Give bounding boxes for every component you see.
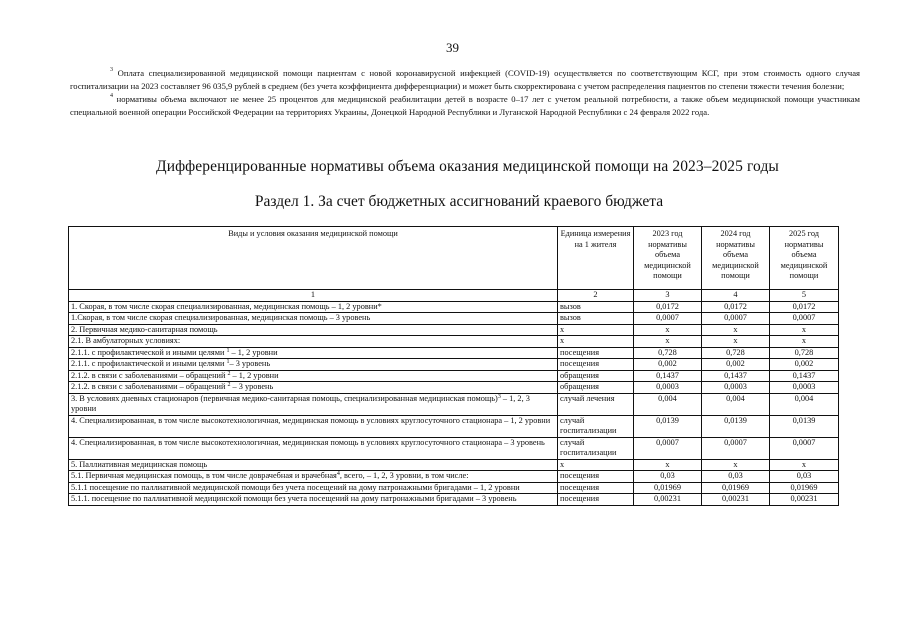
row-value-2025: 0,00231 bbox=[770, 494, 839, 506]
header-unit: Единица измерения на 1 жителя bbox=[558, 227, 634, 290]
row-label-text: 2.1.2. в связи с заболеваниями – обращений bbox=[71, 382, 228, 391]
row-value-2025: 0,0007 bbox=[770, 313, 839, 325]
table-row bbox=[69, 382, 839, 394]
header-line: объема bbox=[722, 250, 748, 259]
table-row bbox=[69, 313, 839, 325]
row-unit: вызов bbox=[558, 301, 634, 313]
row-value-2025: 0,01969 bbox=[770, 482, 839, 494]
row-label-suffix: – 1, 2, 3 уровни bbox=[71, 393, 530, 413]
footnote-4-marker: 4 bbox=[110, 93, 113, 99]
row-label bbox=[69, 415, 558, 437]
document-title: Дифференцированные нормативы объема оказания медицинской помощи на 2023–2025 годы bbox=[156, 158, 779, 175]
row-value-2024: 0,0139 bbox=[702, 415, 770, 437]
row-unit: случай госпитализации bbox=[558, 437, 634, 459]
header-line: медицинской bbox=[712, 260, 759, 270]
table-row bbox=[69, 301, 839, 313]
row-label bbox=[69, 494, 558, 506]
table-row bbox=[69, 437, 839, 459]
row-value-2025: 0,002 bbox=[770, 359, 839, 371]
header-line: медицинской bbox=[644, 260, 691, 270]
row-unit: обращения bbox=[558, 382, 634, 394]
row-label-text: 2.1.2. в связи с заболеваниями – обращений bbox=[71, 370, 228, 380]
row-label bbox=[69, 359, 558, 371]
header-line: помощи bbox=[653, 271, 682, 280]
col-number: 1 bbox=[69, 290, 558, 302]
row-label-text: 5.1. Первичная медицинская помощь, в том числе доврачебная и врачебная bbox=[71, 471, 337, 480]
table-row bbox=[69, 370, 839, 382]
header-line: объема bbox=[791, 250, 817, 259]
footnote-3-marker: 3 bbox=[110, 67, 113, 73]
row-footnote-marker: 3 bbox=[497, 393, 501, 400]
row-value-2025: 0,03 bbox=[770, 471, 839, 483]
row-value-2023: 0,728 bbox=[634, 347, 702, 359]
row-label bbox=[69, 482, 558, 494]
table-row bbox=[69, 482, 839, 494]
row-value-2023: x bbox=[634, 336, 702, 348]
col-number: 5 bbox=[770, 290, 839, 302]
row-unit: посещения bbox=[558, 471, 634, 483]
row-unit: посещения bbox=[558, 494, 634, 506]
row-value-2023: 0,1437 bbox=[634, 370, 702, 382]
row-footnote-marker: 4 bbox=[336, 471, 340, 477]
header-year-2025 bbox=[770, 227, 839, 290]
row-label-text: 2. Первичная медико-санитарная помощь bbox=[71, 324, 218, 334]
row-value-2023: 0,0139 bbox=[634, 415, 702, 437]
header-year-label: 2025 год bbox=[789, 229, 819, 238]
row-value-2023: x bbox=[634, 324, 702, 336]
row-value-2025: 0,0007 bbox=[770, 437, 839, 459]
row-value-2024: 0,1437 bbox=[702, 370, 770, 382]
header-line: нормативы bbox=[784, 239, 824, 249]
row-value-2023: 0,0003 bbox=[634, 382, 702, 394]
footnote-3 bbox=[70, 67, 860, 93]
row-value-2023: x bbox=[634, 459, 702, 471]
row-label bbox=[69, 336, 558, 348]
column-number-row bbox=[69, 290, 839, 302]
row-label bbox=[69, 459, 558, 471]
row-value-2025: 0,0139 bbox=[770, 415, 839, 437]
header-types: Виды и условия оказания медицинской помощи bbox=[69, 227, 558, 290]
row-unit: x bbox=[558, 324, 634, 336]
row-value-2024: x bbox=[702, 324, 770, 336]
row-value-2024: 0,0007 bbox=[702, 437, 770, 459]
header-line: помощи bbox=[721, 271, 750, 280]
section-title: Раздел 1. За счет бюджетных ассигнований краевого бюджета bbox=[254, 193, 664, 210]
row-label-text: 4. Специализированная, в том числе высокотехнологичная, медицинская помощь в условиях круглосуточного стационара – 1, 2 уровни bbox=[71, 415, 551, 425]
row-value-2023: 0,01969 bbox=[634, 482, 702, 494]
table-row bbox=[69, 459, 839, 471]
row-label-text: 1.Скорая, в том числе скорая специализированная, медицинская помощь – 3 уровень bbox=[71, 313, 371, 322]
col-number: 3 bbox=[634, 290, 702, 302]
table-header-row bbox=[69, 227, 839, 290]
row-value-2024: 0,002 bbox=[702, 359, 770, 371]
table-row bbox=[69, 359, 839, 371]
row-label-text: 3. В условиях дневных стационаров (первичная медико-санитарная помощь, специализированная медицинская помощь) bbox=[71, 393, 498, 403]
row-label-suffix: – 1, 2 уровни bbox=[230, 370, 279, 380]
row-unit: вызов bbox=[558, 313, 634, 325]
footnote-3-text: Оплата специализированной медицинской помощи пациентам с новой коронавирусной инфекцией (COVID-19) осуществляется по соответствующим КСГ, при этом стоимость одного случая госпитализации на 2023 составляет 96 035,9 рублей в среднем (без учета коэффициента дифференциации) и может быть скорректирована с учетом распределения пациентов по степени тяжести течения болезни; bbox=[70, 68, 860, 91]
table-body bbox=[69, 301, 839, 505]
header-line: нормативы bbox=[648, 239, 687, 249]
row-value-2024: 0,004 bbox=[702, 393, 770, 415]
row-label-text: 5. Паллиативная медицинская помощь bbox=[71, 459, 208, 469]
row-label-suffix: – 1, 2 уровни bbox=[229, 347, 278, 357]
table-row bbox=[69, 494, 839, 506]
row-unit: случай лечения bbox=[558, 393, 634, 415]
row-value-2025: x bbox=[770, 336, 839, 348]
col-number: 2 bbox=[558, 290, 634, 302]
row-label bbox=[69, 301, 558, 313]
table-row bbox=[69, 324, 839, 336]
row-footnote-marker: 1 bbox=[226, 359, 230, 365]
row-value-2023: 0,03 bbox=[634, 471, 702, 483]
row-label-text: 5.1.1. посещение по паллиативной медицинской помощи без учета посещений на дому патронажными бригадами – 3 уровень bbox=[71, 494, 517, 503]
row-label-text: 5.1.1 посещение по паллиативной медицинской помощи без учета посещений на дому патронажными бригадами – 1, 2 уровни bbox=[71, 482, 520, 492]
row-label bbox=[69, 437, 558, 459]
col-number: 4 bbox=[702, 290, 770, 302]
footnotes bbox=[70, 67, 860, 119]
row-label-text: 2.1.1. с профилактической и иными целями bbox=[71, 347, 227, 357]
row-value-2025: 0,1437 bbox=[770, 370, 839, 382]
header-line: нормативы bbox=[716, 239, 755, 249]
footnote-4-text: нормативы объема включают не менее 25 процентов для медицинской реабилитации детей в возрасте 0–17 лет с учетом реальной потребности, а также объем медицинской помощи участникам специальной военной операции Российской Федерации на территориях Украины, Донецкой Народной Республики и Луганской Народной Республики с 24 февраля 2022 года. bbox=[70, 94, 860, 117]
table-row bbox=[69, 471, 839, 483]
row-unit: x bbox=[558, 336, 634, 348]
row-label-text: 1. Скорая, в том числе скорая специализированная, медицинская помощь – 1, 2 уровни* bbox=[71, 301, 382, 311]
row-unit: посещения bbox=[558, 482, 634, 494]
row-value-2023: 0,0007 bbox=[634, 437, 702, 459]
row-unit: посещения bbox=[558, 359, 634, 371]
row-value-2024: 0,01969 bbox=[702, 482, 770, 494]
header-year-2023 bbox=[634, 227, 702, 290]
row-value-2024: x bbox=[702, 459, 770, 471]
row-label-suffix: – 3 уровень bbox=[229, 359, 271, 368]
header-year-label: 2023 год bbox=[652, 229, 683, 238]
row-label bbox=[69, 382, 558, 394]
row-value-2025: 0,0172 bbox=[770, 301, 839, 313]
row-value-2025: 0,004 bbox=[770, 393, 839, 415]
row-value-2023: 0,002 bbox=[634, 359, 702, 371]
row-value-2023: 0,004 bbox=[634, 393, 702, 415]
row-label-text: 2.1. В амбулаторных условиях: bbox=[71, 336, 181, 345]
row-value-2024: x bbox=[702, 336, 770, 348]
row-label-text: 4. Специализированная, в том числе высокотехнологичная, медицинская помощь в условиях круглосуточного стационара – 3 уровень bbox=[71, 437, 545, 447]
row-label-suffix: , всего, – 1, 2, 3 уровни, в том числе: bbox=[339, 471, 469, 480]
table-row bbox=[69, 393, 839, 415]
row-value-2024: 0,0172 bbox=[702, 301, 770, 313]
page-number: 39 bbox=[446, 40, 459, 55]
row-value-2025: x bbox=[770, 324, 839, 336]
row-value-2023: 0,0007 bbox=[634, 313, 702, 325]
row-unit: обращения bbox=[558, 370, 634, 382]
row-label bbox=[69, 347, 558, 359]
row-value-2025: 0,728 bbox=[770, 347, 839, 359]
header-line: объема bbox=[654, 250, 680, 259]
row-value-2024: 0,0007 bbox=[702, 313, 770, 325]
row-value-2025: x bbox=[770, 459, 839, 471]
table-row bbox=[69, 347, 839, 359]
row-value-2023: 0,00231 bbox=[634, 494, 702, 506]
norms-table bbox=[68, 226, 839, 506]
row-footnote-marker: 1 bbox=[226, 347, 230, 354]
row-value-2024: 0,00231 bbox=[702, 494, 770, 506]
row-label bbox=[69, 313, 558, 325]
header-year-2024 bbox=[702, 227, 770, 290]
row-value-2023: 0,0172 bbox=[634, 301, 702, 313]
header-year-label: 2024 год bbox=[720, 229, 751, 238]
row-value-2024: 0,03 bbox=[702, 471, 770, 483]
row-label bbox=[69, 393, 558, 415]
row-value-2025: 0,0003 bbox=[770, 382, 839, 394]
footnote-4 bbox=[70, 93, 860, 119]
row-label bbox=[69, 370, 558, 382]
row-unit: посещения bbox=[558, 347, 634, 359]
row-footnote-marker: 2 bbox=[227, 370, 231, 377]
row-value-2024: 0,728 bbox=[702, 347, 770, 359]
table-row bbox=[69, 336, 839, 348]
row-unit: случай госпитализации bbox=[558, 415, 634, 437]
header-line: помощи bbox=[789, 271, 819, 280]
header-line: медицинской bbox=[780, 260, 828, 270]
row-label bbox=[69, 324, 558, 336]
row-label-suffix: – 3 уровень bbox=[230, 382, 274, 391]
row-value-2024: 0,0003 bbox=[702, 382, 770, 394]
row-label-text: 2.1.1. с профилактической и иными целями bbox=[71, 359, 227, 368]
row-unit: x bbox=[558, 459, 634, 471]
row-label bbox=[69, 471, 558, 483]
row-footnote-marker: 2 bbox=[227, 382, 231, 388]
table-row bbox=[69, 415, 839, 437]
